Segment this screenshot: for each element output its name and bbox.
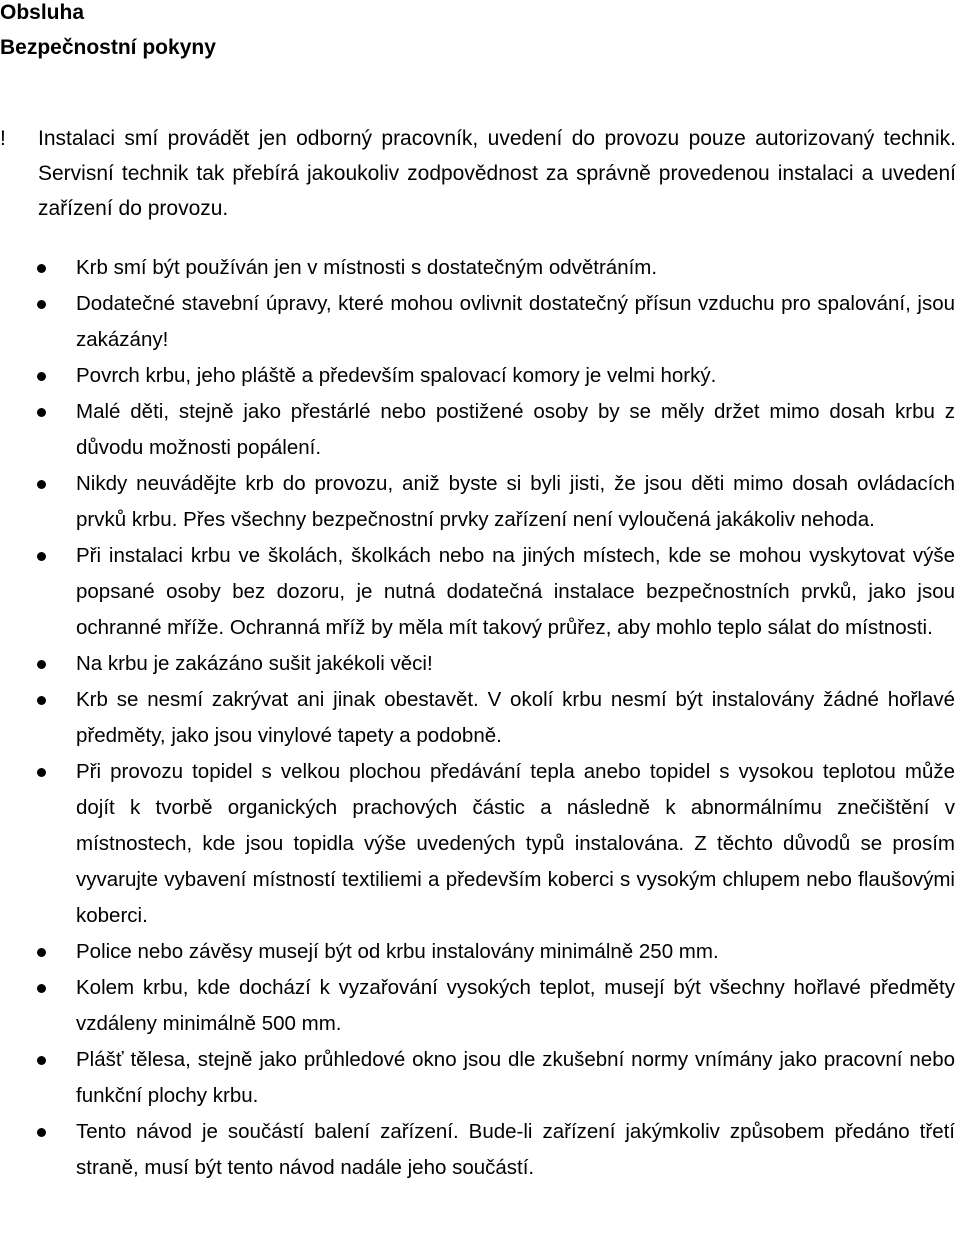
list-item <box>0 1042 960 1114</box>
list-item-text: Plášť tělesa, stejně jako průhledové okno jsou dle zkušební normy vnímány jako pracovní nebo funkční plochy krbu. <box>76 1048 955 1107</box>
list-item-text: Na krbu je zakázáno sušit jakékoli věci! <box>76 652 433 675</box>
bullet-icon <box>37 480 46 489</box>
list-item-text: Nikdy neuvádějte krb do provozu, aniž byste si byli jisti, že jsou děti mimo dosah ovládacích prvků krbu. Přes všechny bezpečnostní prvky zařízení není vyloučená jakákoliv nehoda. <box>76 472 955 531</box>
list-item <box>0 538 960 646</box>
list-item <box>0 466 960 538</box>
bullet-icon <box>37 372 46 381</box>
exclamation-mark: ! <box>0 127 6 150</box>
warning-note-text: Instalaci smí provádět jen odborný pracovník, uvedení do provozu pouze autorizovaný technik. Servisní technik tak přebírá jakoukoliv zodpovědnost za správně provedenou instalaci a uvedení zařízení do provozu. <box>38 127 956 220</box>
list-item-text: Tento návod je součástí balení zařízení. Bude-li zařízení jakýmkoliv způsobem předáno třetí straně, musí být tento návod nadále jeho součástí. <box>76 1120 955 1179</box>
safety-instructions-list <box>0 250 960 1186</box>
list-item-text: Police nebo závěsy musejí být od krbu instalovány minimálně 250 mm. <box>76 940 719 963</box>
bullet-icon <box>37 264 46 273</box>
list-item <box>0 754 960 934</box>
list-item-text: Dodatečné stavební úpravy, které mohou ovlivnit dostatečný přísun vzduchu pro spalování, jsou zakázány! <box>76 292 955 351</box>
list-item <box>0 646 960 682</box>
list-item <box>0 286 960 358</box>
bullet-icon <box>37 300 46 309</box>
list-item <box>0 250 960 286</box>
list-item <box>0 1114 960 1186</box>
list-item-text: Kolem krbu, kde dochází k vyzařování vysokých teplot, musejí být všechny hořlavé předměty vzdáleny minimálně 500 mm. <box>76 976 955 1035</box>
list-item <box>0 934 960 970</box>
list-item <box>0 358 960 394</box>
bullet-icon <box>37 948 46 957</box>
section-title: Bezpečnostní pokyny <box>0 36 216 59</box>
list-item-text: Povrch krbu, jeho pláště a především spalovací komory je velmi horký. <box>76 364 717 387</box>
bullet-icon <box>37 408 46 417</box>
list-item <box>0 970 960 1042</box>
bullet-icon <box>37 768 46 777</box>
page-title: Obsluha <box>0 1 85 24</box>
bullet-icon <box>37 552 46 561</box>
list-item-text: Krb se nesmí zakrývat ani jinak obestavět. V okolí krbu nesmí být instalovány žádné hořlavé předměty, jako jsou vinylové tapety a podobně. <box>76 688 955 747</box>
bullet-icon <box>37 696 46 705</box>
bullet-icon <box>37 660 46 669</box>
bullet-icon <box>37 1056 46 1065</box>
list-item-text: Krb smí být používán jen v místnosti s dostatečným odvětráním. <box>76 256 658 279</box>
list-item <box>0 394 960 466</box>
list-item-text: Malé děti, stejně jako přestárlé nebo postižené osoby by se měly držet mimo dosah krbu z důvodu možnosti popálení. <box>76 400 955 459</box>
bullet-icon <box>37 984 46 993</box>
list-item <box>0 682 960 754</box>
list-item-text: Při provozu topidel s velkou plochou předávání tepla anebo topidel s vysokou teplotou může dojít k tvorbě organických prachových částic a následně k abnormálnímu znečištění v místnostech, kde jsou topidla výše uvedených typů instalována. Z těchto důvodů se prosím vyvarujte vybavení místností textiliemi a především koberci s vysokým chlupem nebo flaušovými koberci. <box>76 760 955 927</box>
bullet-icon <box>37 1128 46 1137</box>
list-item-text: Při instalaci krbu ve školách, školkách nebo na jiných místech, kde se mohou vyskytovat výše popsané osoby bez dozoru, je nutná dodatečná instalace bezpečnostních prvků, jako jsou ochranné mříže. Ochranná mříž by měla mít takový průřez, aby mohlo teplo sálat do místnosti. <box>76 544 955 639</box>
